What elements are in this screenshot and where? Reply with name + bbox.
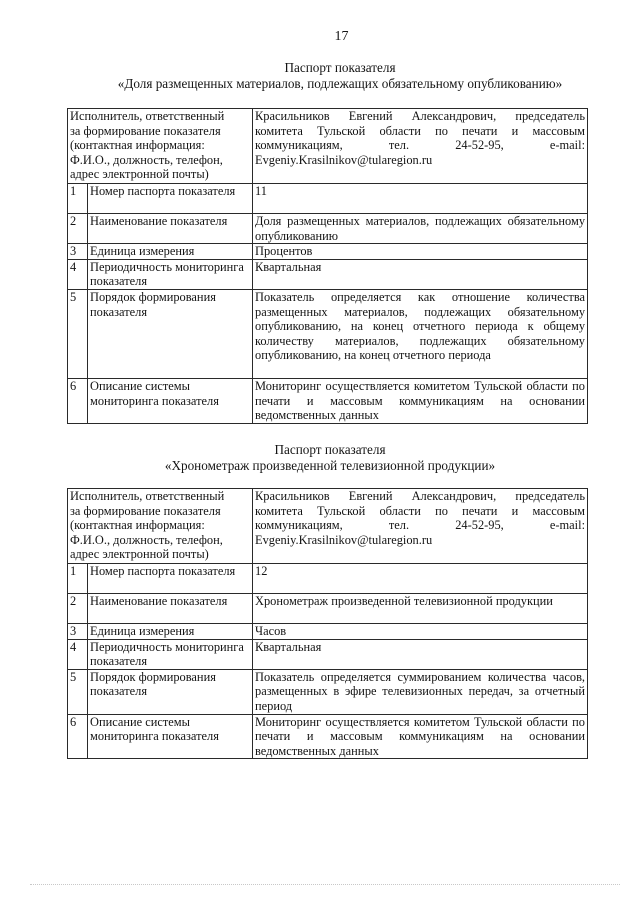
row-value: 11 [253,184,588,214]
table-row [68,714,588,759]
executor-label-line: за формирование показателя [70,503,221,518]
executor-label-line: Ф.И.О., должность, телефон, [70,532,223,547]
row-name: Наименование показателя [88,594,253,624]
row-name: Номер паспорта показателя [88,564,253,594]
table-row [68,378,588,423]
row-number: 1 [68,564,88,594]
executor-label-line: адрес электронной почты) [70,167,209,182]
table-row [68,259,588,289]
table-row [68,214,588,244]
row-number: 3 [68,244,88,260]
row-number: 6 [68,714,88,759]
table-row [68,594,588,624]
executor-label-line: Исполнитель, ответственный [70,489,225,503]
row-number: 4 [68,639,88,669]
row-name: Единица измерения [88,624,253,640]
row-number: 5 [68,669,88,714]
row-name: Периодичность мониторинга показателя [88,259,253,289]
executor-label [68,489,253,564]
table-row [68,564,588,594]
row-name: Номер паспорта показателя [88,184,253,214]
row-number: 4 [68,259,88,289]
passport-table-1 [67,108,588,424]
passport-table-2 [67,488,588,759]
row-name: Описание системы мониторинга показателя [88,378,253,423]
row-name: Наименование показателя [88,214,253,244]
row-value: 12 [253,564,588,594]
row-name: Порядок формирования показателя [88,289,253,378]
row-number: 3 [68,624,88,640]
table-row [68,244,588,260]
row-number: 1 [68,184,88,214]
row-value: Показатель определяется как отношение количества размещенных материалов, подлежащих обязательному опубликованию, на конец отчетного периода к общему количеству материалов, подлежащих обязательному опубликованию, на конец отчетного периода [253,289,588,378]
executor-label-line: Ф.И.О., должность, телефон, [70,152,223,167]
passport-heading-2 [50,442,610,474]
table-row [68,184,588,214]
executor-label-line: Исполнитель, ответственный [70,109,225,123]
row-value: Мониторинг осуществляется комитетом Тульской области по печати и массовым коммуникациям на основании ведомственных данных [253,378,588,423]
executor-value: Красильников Евгений Александрович, председатель комитета Тульской области по печати и массовым коммуникациям, тел. 24-52-95, e-mail: Evgeniy.Krasilnikov@tularegion.ru [253,109,588,184]
scan-artifact-line [30,884,620,887]
table-row [68,289,588,378]
row-value: Мониторинг осуществляется комитетом Тульской области по печати и массовым коммуникациям на основании ведомственных данных [253,714,588,759]
row-name: Описание системы мониторинга показателя [88,714,253,759]
row-value: Квартальная [253,639,588,669]
executor-label-line: (контактная информация: [70,138,205,153]
row-number: 5 [68,289,88,378]
row-number: 2 [68,594,88,624]
indicator-title: «Доля размещенных материалов, подлежащих обязательному опубликованию» [117,76,563,91]
executor-label-line: адрес электронной почты) [70,547,209,562]
row-number: 2 [68,214,88,244]
passport-heading-title: Паспорт показателя [284,60,396,75]
table-row [68,109,588,184]
executor-label-line: (контактная информация: [70,518,205,533]
executor-label [68,109,253,184]
row-value: Хронометраж произведенной телевизионной продукции [253,594,588,624]
passport-heading-1 [60,60,620,92]
row-value: Процентов [253,244,588,260]
indicator-title: «Хронометраж произведенной телевизионной продукции» [164,458,496,473]
table-row [68,624,588,640]
executor-label-line: за формирование показателя [70,123,221,138]
row-name: Периодичность мониторинга показателя [88,639,253,669]
row-value: Часов [253,624,588,640]
row-value: Доля размещенных материалов, подлежащих обязательному опубликованию [253,214,588,244]
passport-heading-title: Паспорт показателя [274,442,386,457]
row-name: Порядок формирования показателя [88,669,253,714]
table-row [68,669,588,714]
executor-value: Красильников Евгений Александрович, председатель комитета Тульской области по печати и массовым коммуникациям, тел. 24-52-95, e-mail: Evgeniy.Krasilnikov@tularegion.ru [253,489,588,564]
row-number: 6 [68,378,88,423]
page-number: 17 [334,29,349,44]
table-row [68,639,588,669]
table-row [68,489,588,564]
row-name: Единица измерения [88,244,253,260]
row-value: Показатель определяется суммированием количества часов, размещенных в эфире телевизионных передач, за отчетный период [253,669,588,714]
row-value: Квартальная [253,259,588,289]
